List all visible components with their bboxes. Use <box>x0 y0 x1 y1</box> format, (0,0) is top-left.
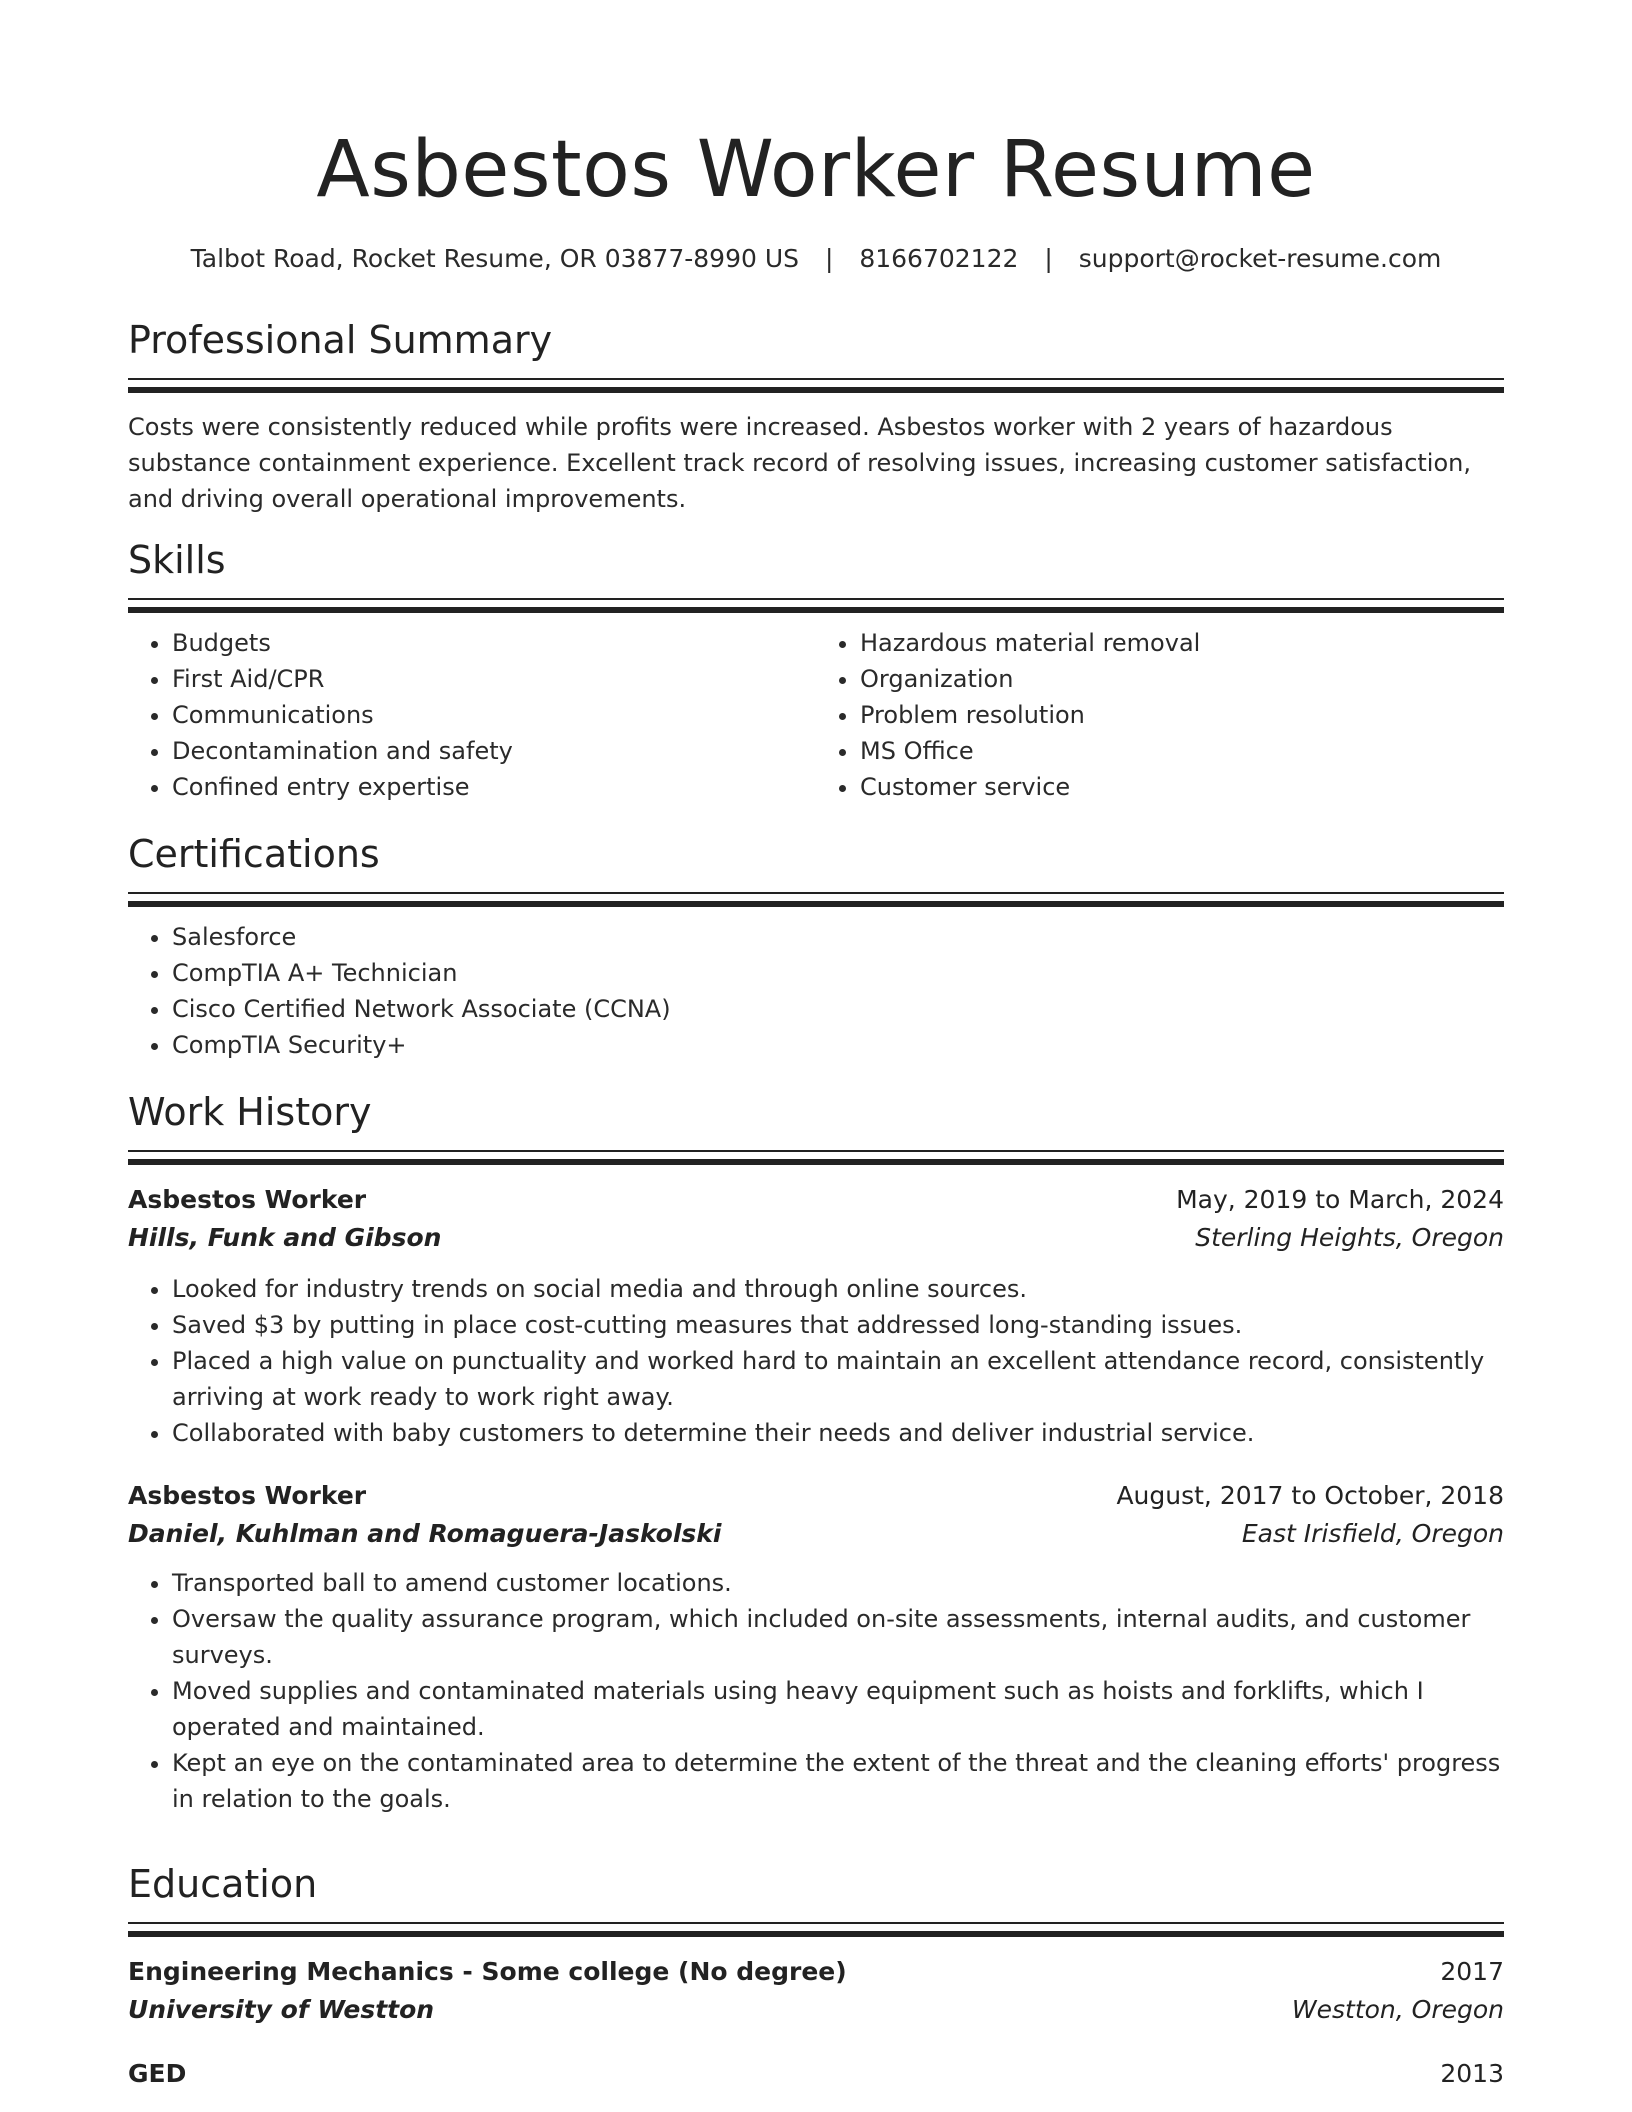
section-title: Education <box>128 1862 318 1906</box>
job-bullet: • Saved $3 by putting in place cost-cutting measures that addressed long-standing issues. <box>172 1307 1504 1343</box>
job-dates: August, 2017 to October, 2018 <box>1116 1481 1504 1510</box>
education-location: Westton, Oregon <box>1291 1995 1504 2024</box>
education-entry <box>128 2055 1504 2093</box>
education-year: 2013 <box>1440 2059 1504 2088</box>
job-bullet: • Oversaw the quality assurance program, which included on-site assessments, internal audits, and customer surveys. <box>172 1601 1504 1673</box>
job-company: Daniel, Kuhlman and Romaguera-Jaskolski <box>128 1519 722 1548</box>
skill-item: • Problem resolution <box>860 697 1504 733</box>
job-location: Sterling Heights, Oregon <box>1195 1223 1504 1252</box>
section-divider <box>128 598 1504 613</box>
contact-separator: | <box>1044 244 1053 273</box>
skill-item: • Confined entry expertise <box>172 769 816 805</box>
contact-address: Talbot Road, Rocket Resume, OR 03877-8990 US <box>190 244 799 273</box>
education-degree: GED <box>128 2059 187 2088</box>
resume-title: Asbestos Worker Resume <box>316 125 1316 215</box>
section-title: Work History <box>128 1090 372 1134</box>
section-divider <box>128 378 1504 393</box>
work-history-section <box>128 1088 1504 1817</box>
section-title: Skills <box>128 538 226 582</box>
job-bullet: • Moved supplies and contaminated materials using heavy equipment such as hoists and forklifts, which I operated and maintained. <box>172 1673 1504 1745</box>
job-bullet: • Transported ball to amend customer locations. <box>172 1565 1504 1601</box>
job-bullets <box>128 1271 1504 1451</box>
certification-item: • CompTIA Security+ <box>172 1027 1504 1063</box>
summary-text: Costs were consistently reduced while profits were increased. Asbestos worker with 2 years of hazardous substance containment experience. Excellent track record of resolving issues, increasing customer satisfaction, and driving overall operational improvements. <box>128 413 1471 513</box>
skill-item: • Hazardous material removal <box>860 625 1504 661</box>
job-bullets <box>128 1565 1504 1817</box>
education-entry <box>128 1953 1504 2029</box>
section-divider <box>128 892 1504 907</box>
job-location: East Irisfield, Oregon <box>1241 1519 1504 1548</box>
skill-item: • Customer service <box>860 769 1504 805</box>
summary-section <box>128 316 1504 517</box>
skills-columns <box>128 625 1504 805</box>
certification-item: • Salesforce <box>172 919 1504 955</box>
job-title: Asbestos Worker <box>128 1481 367 1510</box>
certifications-list <box>128 919 1504 1063</box>
skill-item: • First Aid/CPR <box>172 661 816 697</box>
skill-item: • Organization <box>860 661 1504 697</box>
contact-email: support@rocket-resume.com <box>1078 244 1442 273</box>
education-section <box>128 1860 1504 2093</box>
job-bullet: • Looked for industry trends on social media and through online sources. <box>172 1271 1504 1307</box>
skill-item: • MS Office <box>860 733 1504 769</box>
section-title: Professional Summary <box>128 318 553 362</box>
job-entry <box>128 1477 1504 1817</box>
certifications-section <box>128 830 1504 1063</box>
contact-line <box>128 244 1504 273</box>
skills-list-right <box>816 625 1504 805</box>
education-degree: Engineering Mechanics - Some college (No degree) <box>128 1957 847 1986</box>
skills-list-left <box>128 625 816 805</box>
skill-item: • Budgets <box>172 625 816 661</box>
skill-item: • Communications <box>172 697 816 733</box>
job-bullet: • Kept an eye on the contaminated area to determine the extent of the threat and the cleaning efforts' progress in relation to the goals. <box>172 1745 1504 1817</box>
certification-item: • Cisco Certified Network Associate (CCNA) <box>172 991 1504 1027</box>
section-title: Certifications <box>128 832 380 876</box>
skills-section <box>128 536 1504 805</box>
contact-separator: | <box>824 244 834 273</box>
job-entry <box>128 1181 1504 1451</box>
job-company: Hills, Funk and Gibson <box>128 1223 442 1252</box>
certification-item: • CompTIA A+ Technician <box>172 955 1504 991</box>
job-bullet: • Collaborated with baby customers to determine their needs and deliver industrial service. <box>172 1415 1504 1451</box>
job-title: Asbestos Worker <box>128 1185 367 1214</box>
job-bullet: • Placed a high value on punctuality and worked hard to maintain an excellent attendance record, consistently arriving at work ready to work right away. <box>172 1343 1504 1415</box>
section-divider <box>128 1150 1504 1165</box>
skill-item: • Decontamination and safety <box>172 733 816 769</box>
education-year: 2017 <box>1440 1957 1504 1986</box>
education-school: University of Westton <box>128 1995 435 2024</box>
job-dates: May, 2019 to March, 2024 <box>1176 1185 1504 1214</box>
contact-phone: 8166702122 <box>859 244 1019 273</box>
section-divider <box>128 1922 1504 1937</box>
